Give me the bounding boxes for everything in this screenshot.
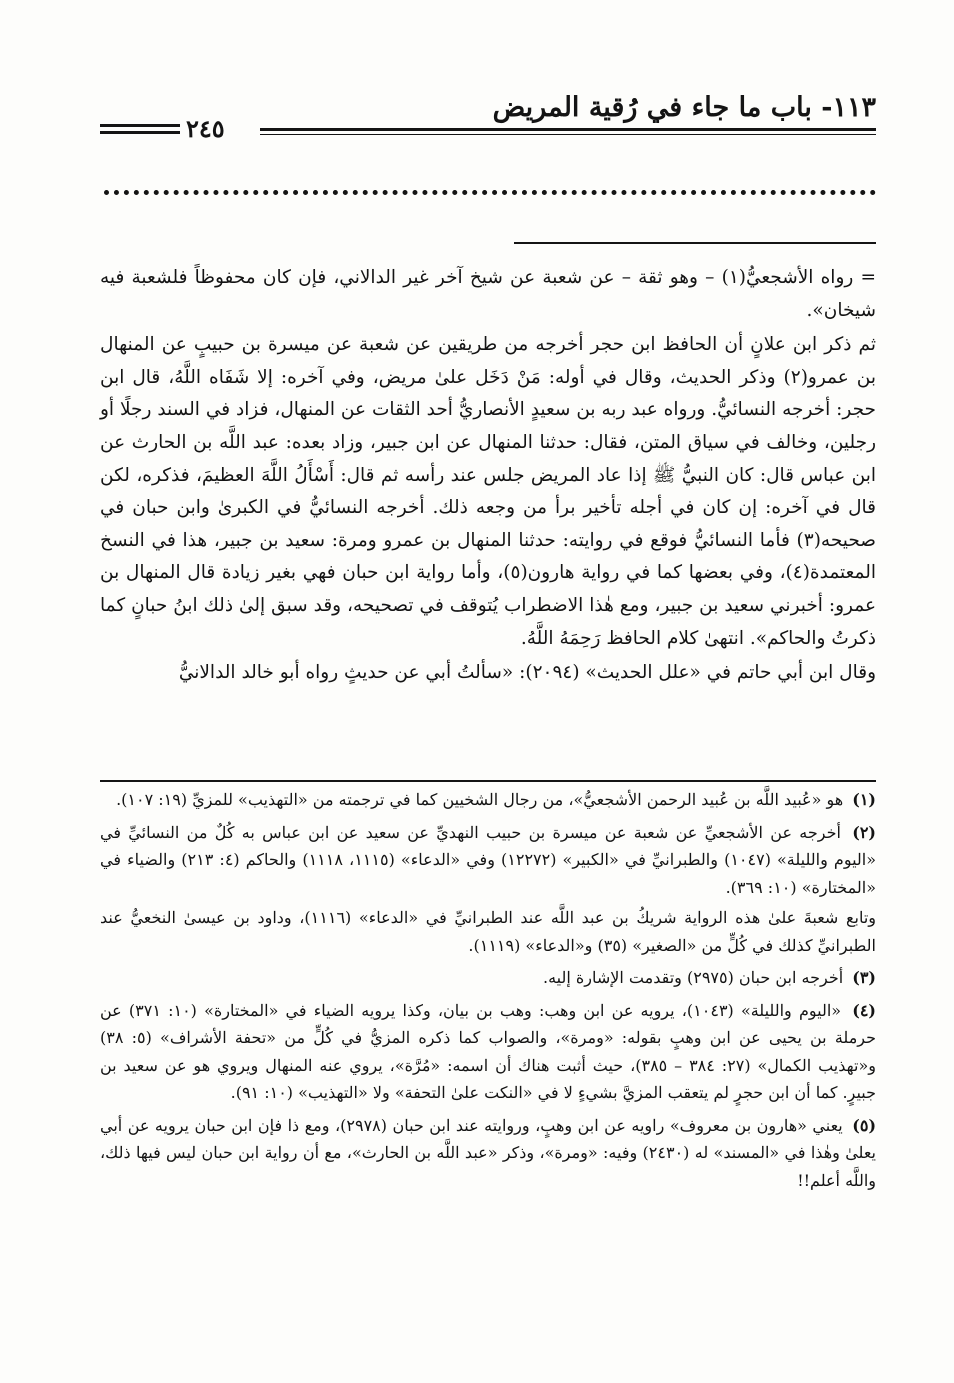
footnote: [100, 964, 876, 992]
footnote: [100, 786, 876, 814]
footnote: [100, 997, 876, 1107]
footnote-continuation: وتابع شعبةَ علىٰ هذه الرواية شريكُ بن عبد اللَّه عند الطبرانيِّ في «الدعاء» (١١١٦)، وداود بن عيسىٰ النخعيُّ عند الطبرانيِّ كذلك في كُلٍّ من «الصغير» (٣٥) و«الدعاء» (١١١٩).: [100, 908, 876, 955]
paragraph: وقال ابن أبي حاتم في «علل الحديث» (٢٠٩٤): «سألتُ أبي عن حديثٍ رواه أبو خالد الدالانيُّ: [178, 662, 876, 684]
page-number-rule: [100, 124, 180, 134]
footnote-text: هو «عُبيد اللَّه بن عُبيد الرحمن الأشجعيُّ»، من رجال الشخيين كما في ترجمته من «التهذيب» للمزيِّ (١٩: ١٠٧).: [116, 790, 844, 809]
continuation-rule: [514, 242, 876, 244]
footnote: [100, 1112, 876, 1195]
paragraph: = رواه الأشجعيُّ(١) – وهو ثقة – عن شعبة عن شيخ آخر غير الدالاني، فإن كان محفوظاً فلشعبة فيه شيخان».: [100, 267, 876, 321]
footnote-text: أخرجه عن الأشجعيِّ عن شعبة عن ميسرة بن حبيب النهديِّ عن سعيد عن ابن عباس به كُلٌ من النسائيِّ في «اليوم والليلة» (١٠٤٧) والطبرانيِّ في «الكبير» (١٢٢٧٢) وفي «الدعاء» (١١١٥، ١١١٨) والحاكم (٤: ٢١٣) والضياء في «المختارة» (١٠: ٣٦٩).: [100, 822, 877, 897]
footnote-number: (١): [852, 790, 876, 809]
footnote-text: «اليوم والليلة» (١٠٤٣)، يرويه عن ابن وهب: وهب بن بيان، وكذا يرويه الضياء في «المختارة» (١٠: ٣٧١) عن حرملة بن يحيى عن ابن وهبٍ بقوله: «ومرة»، والصواب كما ذكره المزيُّ في كُلٍّ من «تحفة الأشراف» (٥: ٣٨) و«تهذيب الكمال» (٢٧: ٣٨٤ – ٣٨٥)، حيث أثبت هناك أن اسمه: «مُرَّة»، يروي عنه المنهال ويروي هو عن سعيد بن جبيرٍ. كما أن ابن حجرٍ لم يتعقب المزيَّ بشيءٍ لا في «النكت علىٰ التحفة» ولا «التهذيب» (١٠: ٩١).: [100, 1000, 876, 1102]
footnote-text: يعني «هارون بن معروف» راويه عن ابن وهبٍ، وروايته عند ابن حبان (٢٩٧٨)، ومع ذا فإن ابن حبان يرويه عن أبي يعلىٰ وهٰذا في «المسند» له (٢٤٣٠) وفيه: «ومرة»، وذكر «عبد اللَّه بن الحارث»، مع أن رواية ابن حبان ليس فيها ذلك، واللَّه أعلم!!: [100, 1115, 876, 1190]
footnote-separator: [100, 780, 876, 782]
main-text: [100, 262, 876, 692]
footnote-number: (٣): [852, 968, 876, 987]
footnotes: [100, 786, 876, 1199]
chapter-title: ١١٣- باب ما جاء في رُقية المريض: [492, 92, 876, 123]
footnote-number: (٥): [852, 1115, 877, 1135]
footnote: [100, 819, 876, 902]
footnote-number: (٤): [852, 1000, 876, 1020]
footnote-number: (٢): [852, 822, 876, 842]
header-rule: [260, 128, 876, 135]
footnote-text: أخرجه ابن حبان (٢٩٧٥) وتقدمت الإشارة إليه.: [542, 968, 844, 987]
page-header: [100, 92, 876, 143]
book-page: [100, 0, 876, 1383]
dotted-separator: [104, 190, 876, 195]
page-number: ٢٤٥: [186, 114, 225, 143]
paragraph: ثم ذكر ابن علانٍ أن الحافظ ابن حجر أخرجه من طريقين عن شعبة عن ميسرة بن حبيبٍ عن المنهال بن عمرو(٢) وذكر الحديث، وقال في أوله: مَنْ دَخَل علىٰ مريض، وفي آخره: إلا شَفَاه اللَّهُ، قال ابن حجر: أخرجه النسائيُّ. ورواه عبد ربه بن سعيدٍ الأنصاريُّ أحد الثقات عن المنهال، فزاد في السند رجلًا أو رجلين، وخالف في سياق المتن، فقال: حدثنا المنهال عن ابن جبير، وزاد بعده: عبد اللَّه بن الحارث عن ابن عباس قال: كان النبيُّ ﷺ إذا عاد المريض جلس عند رأسه ثم قال: أَسْأَلُ اللَّهَ العظيمَ، فذكره، لكن قال في آخره: إن كان في أجله تأخير برأ من وجعه ذلك. أخرجه النسائيُّ في الكبرىٰ وابن حبان في صحيحه(٣) فأما النسائيُّ فوقع في روايته: حدثنا المنهال بن عمرو ومرة: سعيد بن جبير، هذا في النسخ المعتمدة(٤)، وفي بعضها كما في رواية هارون(٥)، وأما رواية ابن حبان فهي بغير زيادة قال المنهال بن عمرو: أخبرني سعيد بن جبير، ومع هٰذا الاضطراب يُتوقف في تصحيحه، وقد سبق إلىٰ ذلك ابنُ حبانٍ كما ذكرتُ والحاكم». انتهىٰ كلام الحافظ رَحِمَهُ اللَّهُ.: [100, 334, 877, 649]
